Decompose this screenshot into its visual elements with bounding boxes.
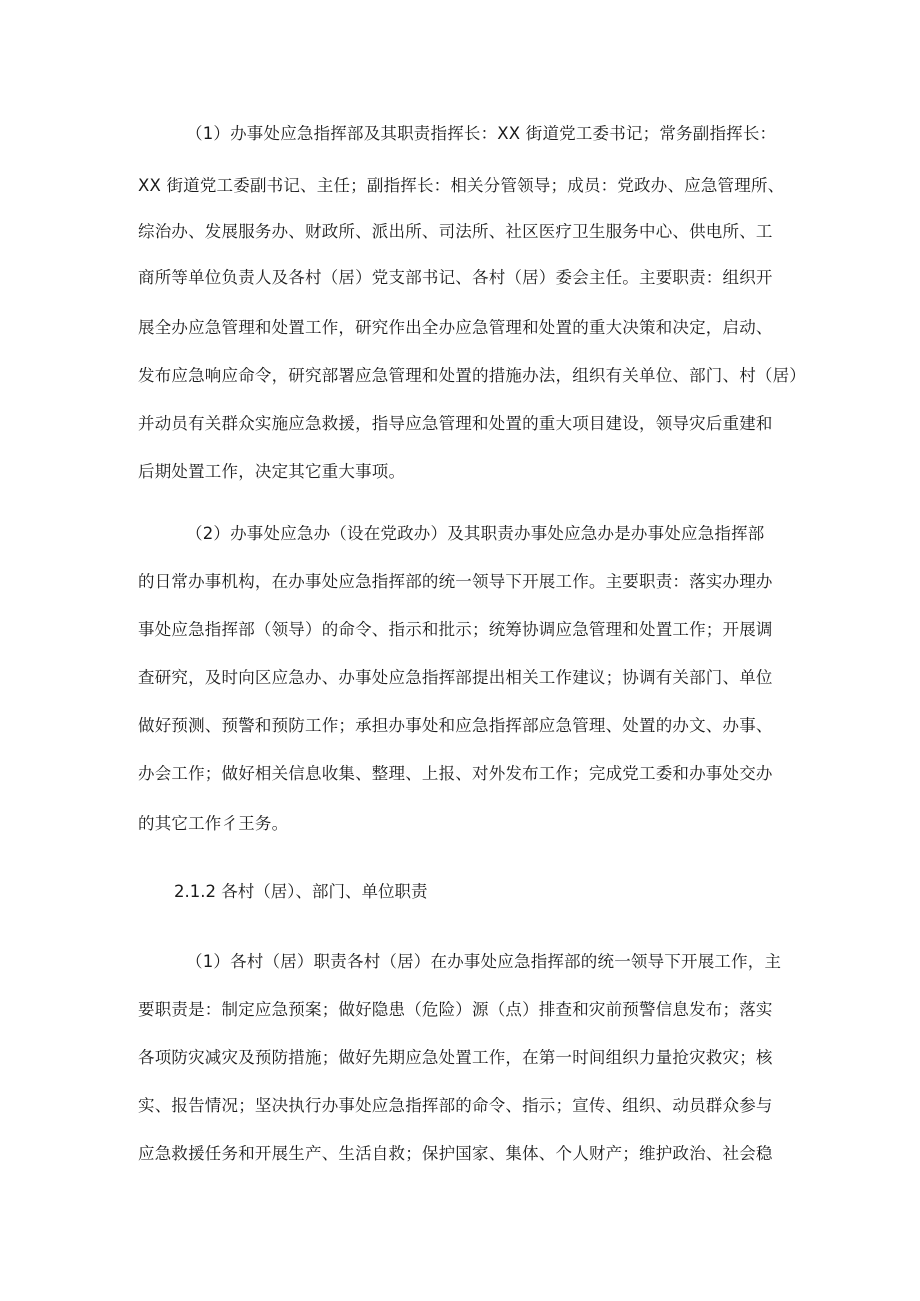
paragraph-line: XX 街道党工委副书记、主任；副指挥长：相关分管领导；成员：党政办、应急管理所、 (138, 176, 785, 195)
paragraph-line: 应急救援任务和开展生产、生活自救；保护国家、集体、个人财产；维护政治、社会稳 (138, 1144, 773, 1163)
paragraph-line: 各项防灾减灾及预防措施；做好先期应急处置工作，在第一时间组织力量抢灾救灾；核 (138, 1048, 773, 1067)
paragraph-line: 发布应急响应命令，研究部署应急管理和处置的措施办法，组织有关单位、部门、村（居） (138, 366, 806, 385)
paragraph-line: 做好预测、预警和预防工作；承担办事处和应急指挥部应急管理、处置的办文、办事、 (138, 716, 773, 735)
paragraph-line: 查研究，及时向区应急办、办事处应急指挥部提出相关工作建议；协调有关部门、单位 (138, 668, 773, 687)
paragraph-line: （1）各村（居）职责各村（居）在办事处应急指挥部的统一领导下开展工作，主 (186, 952, 782, 971)
paragraph-line: 综治办、发展服务办、财政所、派出所、司法所、社区医疗卫生服务中心、供电所、工 (138, 222, 773, 241)
paragraph-line: 商所等单位负责人及各村（居）党支部书记、各村（居）委会主任。主要职责：组织开 (138, 268, 773, 287)
paragraph-line: 办会工作；做好相关信息收集、整理、上报、对外发布工作；完成党工委和办事处交办 (138, 764, 773, 783)
paragraph-line: 并动员有关群众实施应急救援，指导应急管理和处置的重大项目建设，领导灾后重建和 (138, 414, 773, 433)
paragraph-line: 的其它工作彳王务。 (138, 814, 289, 833)
paragraph-line: 的日常办事机构，在办事处应急指挥部的统一领导下开展工作。主要职责：落实办理办 (138, 572, 773, 591)
paragraph-line: （2）办事处应急办（设在党政办）及其职责办事处应急办是办事处应急指挥部 (186, 524, 765, 543)
paragraph-line: 展全办应急管理和处置工作，研究作出全办应急管理和处置的重大决策和决定，启动、 (138, 318, 773, 337)
paragraph-line: 事处应急指挥部（领导）的命令、指示和批示；统筹协调应急管理和处置工作；开展调 (138, 620, 773, 639)
paragraph-line: 要职责是：制定应急预案；做好隐患（危险）源（点）排查和灾前预警信息发布；落实 (138, 1000, 773, 1019)
paragraph-line: 实、报告情况；坚决执行办事处应急指挥部的命令、指示；宣传、组织、动员群众参与 (138, 1096, 773, 1115)
paragraph-line: 后期处置工作，决定其它重大事项。 (138, 462, 406, 481)
paragraph-line: （1）办事处应急指挥部及其职责指挥长：XX 街道党工委书记；常务副指挥长： (186, 124, 777, 143)
section-heading: 2.1.2 各村（居）、部门、单位职责 (174, 882, 428, 901)
